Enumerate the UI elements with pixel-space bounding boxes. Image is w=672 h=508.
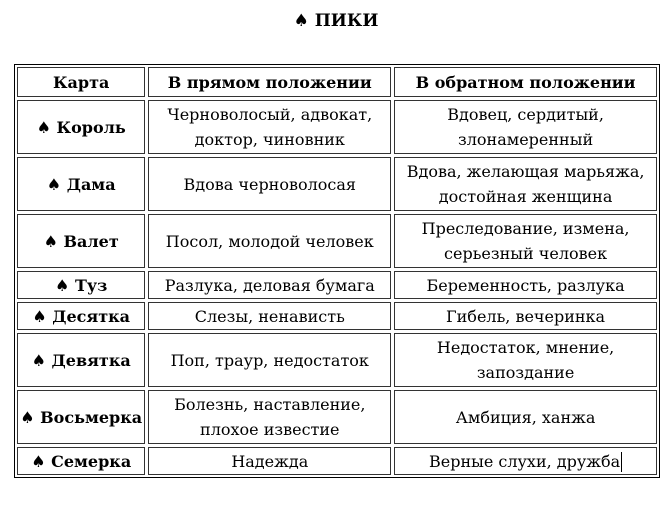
header-reverse: В обратном положении [394,67,657,97]
direct-meaning: Вдова черноволосая [148,157,391,211]
reverse-meaning: Амбиция, ханжа [394,390,657,444]
reverse-meaning[interactable] [394,447,657,475]
reverse-meaning: Гибель, вечеринка [394,302,657,330]
card-name: ♠ Король [17,100,145,154]
header-direct: В прямом положении [148,67,391,97]
direct-meaning: Болезнь, наставление, плохое известие [148,390,391,444]
cards-table-frame [14,64,660,478]
table-header-row [17,67,657,97]
reverse-meaning: Вдова, желающая марьяжа, достойная женщина [394,157,657,211]
table-row [17,302,657,330]
direct-meaning: Надежда [148,447,391,475]
reverse-meaning-text: Верные слухи, дружба [428,451,621,471]
cards-table [14,64,660,478]
card-name: ♠ Дама [17,157,145,211]
reverse-meaning: Беременность, разлука [394,271,657,299]
direct-meaning: Слезы, ненависть [148,302,391,330]
card-name: ♠ Девятка [17,333,145,387]
table-row [17,390,657,444]
page-title: ♠ ПИКИ [293,11,379,31]
direct-meaning: Черноволосый, адвокат, доктор, чиновник [148,100,391,154]
table-row [17,100,657,154]
reverse-meaning: Недостаток, мнение, запоздание [394,333,657,387]
header-card: Карта [17,67,145,97]
table-row [17,333,657,387]
table-row [17,271,657,299]
card-name: ♠ Семерка [17,447,145,475]
card-name: ♠ Туз [17,271,145,299]
card-name: ♠ Восьмерка [17,390,145,444]
text-cursor [621,452,622,472]
table-row [17,214,657,268]
card-name: ♠ Десятка [17,302,145,330]
reverse-meaning: Вдовец, сердитый, злонамеренный [394,100,657,154]
table-row [17,447,657,475]
direct-meaning: Посол, молодой человек [148,214,391,268]
reverse-meaning: Преследование, измена, серьезный человек [394,214,657,268]
card-name: ♠ Валет [17,214,145,268]
table-row [17,157,657,211]
direct-meaning: Разлука, деловая бумага [148,271,391,299]
direct-meaning: Поп, траур, недостаток [148,333,391,387]
